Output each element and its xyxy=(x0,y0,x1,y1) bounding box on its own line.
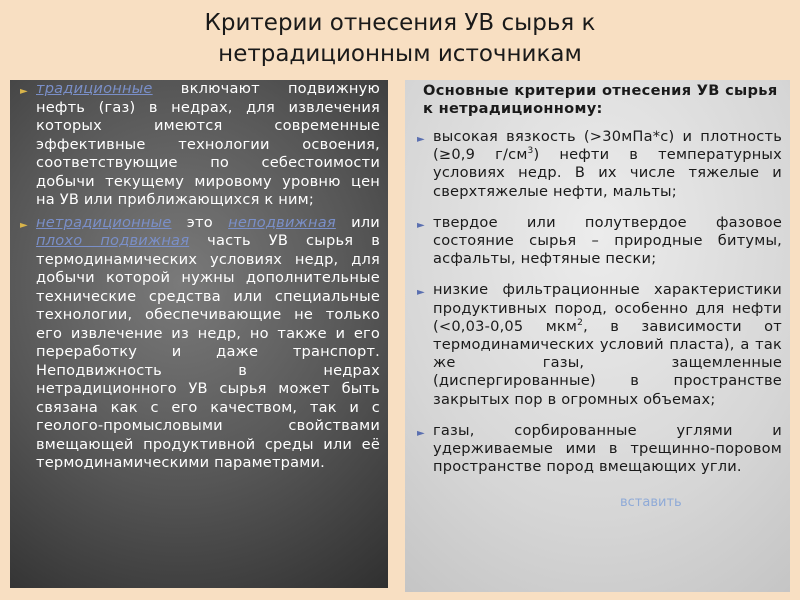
criteria-item-viscosity xyxy=(415,128,782,201)
triangle-bullet-icon: ► xyxy=(417,219,425,231)
criteria-filtration-text-1: низкие фильтрационные характеристики продуктивных пород, особенно для нефти (<0,03-0,05 мкм xyxy=(433,281,782,335)
triangle-bullet-icon: ► xyxy=(20,86,28,97)
criteria-solid-state-text: твердое или полутвердое фазовое состояние сырья – природные битумы, асфальты, нефтяные пески; xyxy=(433,213,782,268)
keyword-traditional: традиционные xyxy=(36,80,153,97)
keyword-immobile: неподвижная xyxy=(228,213,336,231)
traditional-text: включают подвижную нефть (газ) в недрах, для извлечения которых имеются современные эффективные технологии освоения, соответствующие по себестоимости добычи текущему мировому уровню цен на УВ или приближающихся к ним; xyxy=(36,80,380,208)
left-bullet-list xyxy=(20,80,380,473)
triangle-bullet-icon: ► xyxy=(20,219,28,231)
criteria-item-solid-state xyxy=(415,214,782,269)
criteria-list xyxy=(415,128,782,476)
criteria-heading: Основные критерии отнесения УВ сырья к нетрадиционному: xyxy=(423,82,778,117)
keyword-nontraditional: нетрадиционные xyxy=(36,213,172,231)
nontraditional-text-2: или xyxy=(335,213,380,231)
triangle-bullet-icon: ► xyxy=(417,134,425,145)
left-text-panel xyxy=(10,80,388,588)
slide-title xyxy=(0,8,800,70)
title-line-1: Критерии отнесения УВ сырья к xyxy=(204,10,596,36)
list-item-nontraditional xyxy=(20,214,380,473)
superscript-3: 3 xyxy=(527,146,534,157)
right-text-panel xyxy=(405,80,790,592)
criteria-sorbed-gases-text: газы, сорбированные углями и удерживаемые ими в трещинно-поровом пространстве пород вмещающих угли. xyxy=(433,421,782,476)
triangle-bullet-icon: ► xyxy=(417,427,425,439)
title-line-2: нетрадиционным источникам xyxy=(218,41,582,67)
superscript-2: 2 xyxy=(577,317,584,328)
criteria-item-filtration xyxy=(415,281,782,408)
criteria-filtration-text-2: , в зависимости от термодинамических условий пласта), а так же газы, защемленные (диспергированные) в пространстве закрытых пор в огромных объемах; xyxy=(433,317,782,408)
watermark-text: вставить xyxy=(620,495,682,510)
keyword-poorly-mobile: плохо подвижная xyxy=(36,232,190,249)
nontraditional-text-1: это xyxy=(171,213,229,231)
list-item-traditional xyxy=(20,80,380,210)
criteria-viscosity-text-1: высокая вязкость (>30мПа*с) и плотность (≥0,9 г/см xyxy=(433,128,782,164)
criteria-viscosity-text-2: ) нефти в температурных условиях недр. В их числе тяжелые и сверхтяжелые нефти, мальты; xyxy=(433,146,782,200)
nontraditional-text-3: часть УВ сырья в термодинамических условиях недр, для добычи которой нужны дополнительные технические средства или специальные технологии, обеспечивающие не только его извлечение из недр, но также и его переработку и даже транспорт. Неподвижность в недрах нетрадиционного УВ сырья может быть связана как с его качеством, так и с геолого-промысловыми свойствами вмещающей продуктивной среды или её термодинамическими параметрами. xyxy=(36,232,381,471)
criteria-item-sorbed-gases xyxy=(415,422,782,477)
triangle-bullet-icon: ► xyxy=(417,287,425,299)
